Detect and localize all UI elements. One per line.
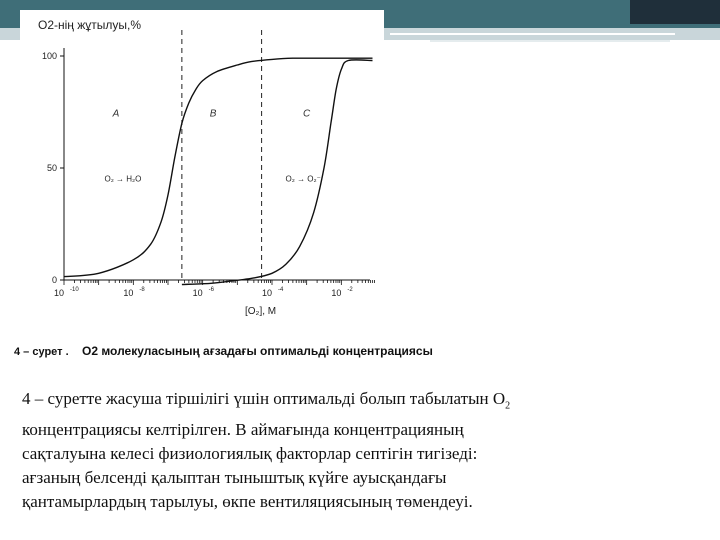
top-band-dark-corner xyxy=(630,0,720,24)
top-band-line xyxy=(390,33,675,35)
x-tick-label: 10 xyxy=(331,288,342,298)
x-tick-label: 10 xyxy=(53,288,65,298)
region-label: C xyxy=(303,108,311,120)
x-tick-label: 10 xyxy=(192,288,203,298)
x-tick-exponent: -8 xyxy=(139,287,145,293)
y-tick-label: 100 xyxy=(41,51,57,61)
y-tick-label: 50 xyxy=(46,163,57,173)
chart-title: О2-нің жұтылуы,% xyxy=(38,18,142,32)
series-line xyxy=(64,58,373,276)
o2-subscript: 2 xyxy=(505,400,511,412)
body-line-4: ағзаның белсенді қалыптан тыныштық күйге ауысқандағы xyxy=(22,468,447,488)
caption-title: О2 молекуласының ағзадағы оптимальді концентрациясы xyxy=(81,344,433,358)
top-band-line-2 xyxy=(430,40,670,42)
caption-figure-number: 4 – сурет . xyxy=(14,346,69,358)
body-paragraph xyxy=(22,387,702,514)
reaction-annotation: O₂ → O₂⁻ xyxy=(285,174,321,184)
body-line-5: қантамырлардың тарылуы, өкпе вентиляциясының төмендеуі. xyxy=(22,492,473,512)
figure-caption xyxy=(14,344,714,358)
x-axis-label: [О₂], М xyxy=(245,306,277,317)
x-tick-exponent: -10 xyxy=(70,287,79,293)
x-tick-exponent: -6 xyxy=(208,287,215,293)
y-tick-label: 0 xyxy=(51,275,57,285)
x-tick-label: 10 xyxy=(261,288,273,298)
region-label: B xyxy=(209,108,217,120)
x-tick-label: 10 xyxy=(123,288,134,298)
x-tick-exponent: -4 xyxy=(278,287,284,293)
series-line xyxy=(182,60,373,285)
x-tick-exponent: -2 xyxy=(347,287,353,293)
chart-canvas xyxy=(20,10,384,322)
region-label: A xyxy=(112,108,120,120)
reaction-annotation: O₂ → H₂O xyxy=(104,174,142,184)
body-line-1: 4 – суретте жасуша тіршілігі үшін оптимальді болып табылатын О xyxy=(22,389,506,408)
oxygen-chart xyxy=(20,10,384,322)
body-line xyxy=(22,387,702,418)
body-line-2: концентрациясы келтірілген. В аймағында концентрацияның xyxy=(22,420,464,440)
body-line-3: сақталуына келесі физиологиялық факторлар септігін тигізеді: xyxy=(22,444,478,464)
